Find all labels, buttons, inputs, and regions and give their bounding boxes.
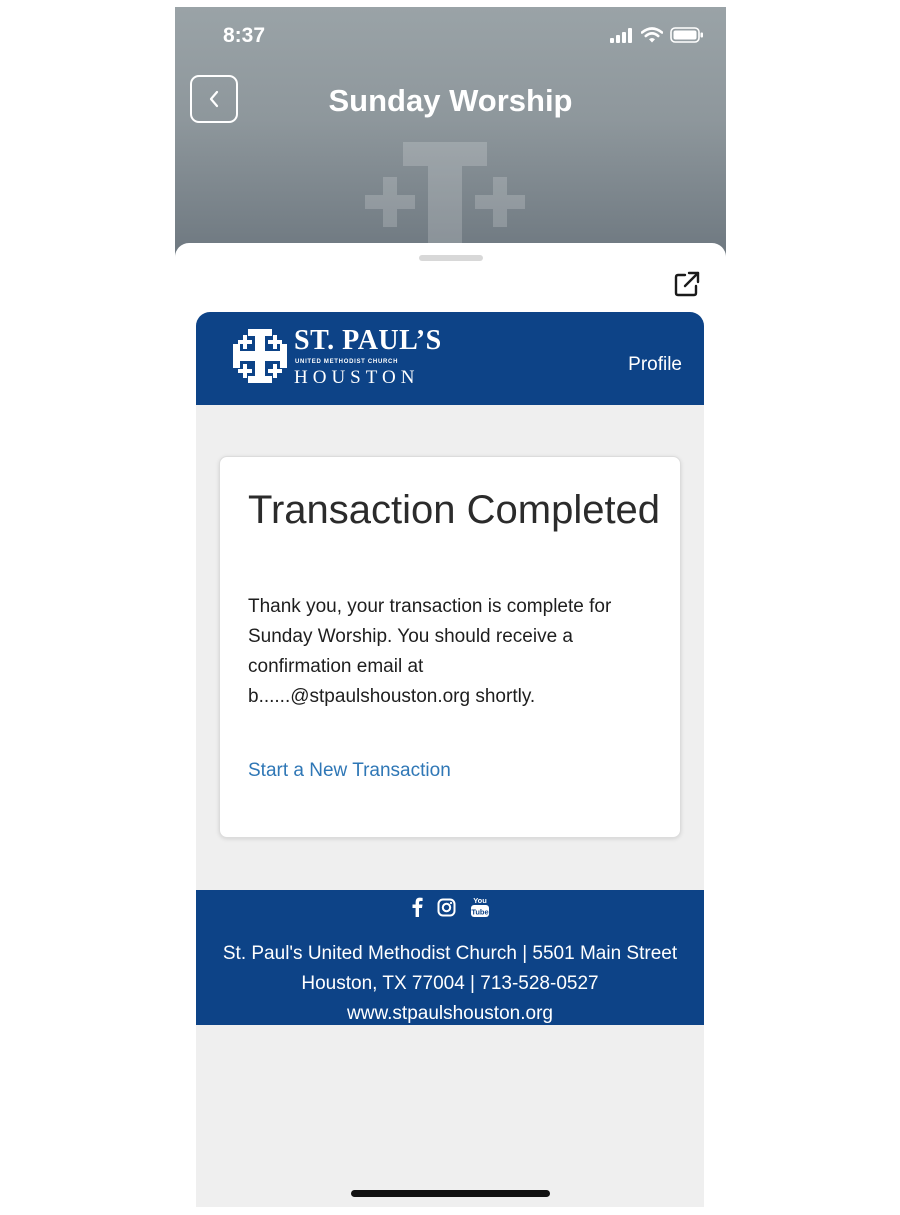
social-links bbox=[196, 896, 704, 918]
status-time: 8:37 bbox=[223, 24, 266, 47]
external-link-icon[interactable] bbox=[672, 269, 702, 299]
youtube-icon-text-top: You bbox=[472, 896, 487, 905]
profile-link[interactable]: Profile bbox=[628, 354, 682, 375]
church-logo[interactable] bbox=[232, 326, 452, 388]
bottom-sheet bbox=[175, 243, 726, 1207]
facebook-icon[interactable] bbox=[411, 897, 423, 917]
footer-city-phone-line: Houston, TX 77004 | 713-528-0527 bbox=[301, 973, 599, 994]
home-indicator bbox=[351, 1190, 550, 1197]
web-view bbox=[196, 312, 704, 1207]
church-footer bbox=[196, 890, 704, 1025]
background-cross-watermark bbox=[315, 142, 575, 257]
page-title: Sunday Worship bbox=[328, 83, 573, 118]
signal-icon bbox=[610, 28, 634, 43]
logo-city: HOUSTON bbox=[294, 367, 420, 388]
footer-contact bbox=[196, 939, 704, 1029]
confirmation-message: Thank you, your transaction is complete for Sunday Worship. You should receive a confirmation email at b......@stpaulshouston.org shortly. bbox=[248, 596, 612, 707]
sheet-grabber[interactable] bbox=[419, 255, 483, 261]
footer-address-line: St. Paul's United Methodist Church | 5501 Main Street bbox=[222, 943, 678, 964]
logo-subtitle: UNITED METHODIST CHURCH bbox=[295, 359, 399, 365]
logo-name: ST. PAUL’S bbox=[294, 325, 442, 356]
youtube-icon[interactable] bbox=[470, 896, 490, 918]
footer-website-link[interactable]: www.stpaulshouston.org bbox=[347, 1003, 553, 1024]
status-icons bbox=[610, 27, 704, 43]
phone-screen bbox=[175, 7, 726, 1207]
battery-icon bbox=[670, 27, 704, 43]
header-area bbox=[175, 7, 726, 257]
transaction-card bbox=[219, 456, 681, 838]
jerusalem-cross-icon bbox=[232, 326, 288, 386]
youtube-icon-text-bottom: Tube bbox=[470, 907, 489, 917]
church-header bbox=[196, 312, 704, 405]
transaction-title: Transaction Completed bbox=[248, 488, 661, 532]
wifi-icon bbox=[641, 27, 663, 43]
instagram-icon[interactable] bbox=[437, 898, 456, 917]
new-transaction-link[interactable]: Start a New Transaction bbox=[248, 760, 451, 781]
